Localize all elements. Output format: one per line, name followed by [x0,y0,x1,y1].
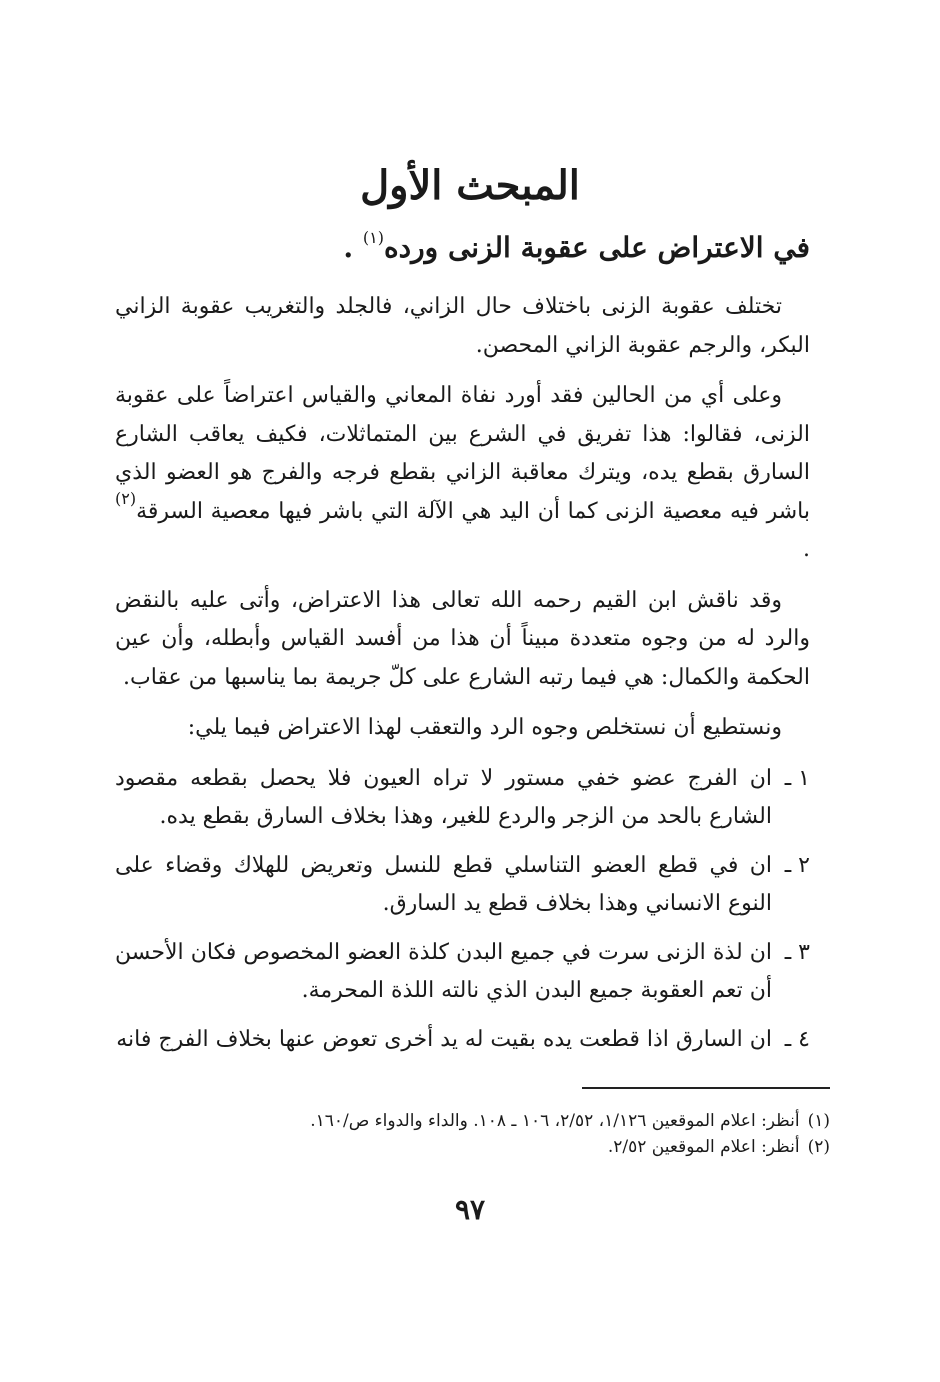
page-number: ٩٧ [454,1193,486,1226]
footnote-ref-2[interactable]: (٢) [115,488,137,508]
footnote-mark: (٢) [807,1137,830,1157]
footnote-2 [110,1134,830,1160]
footnote-1 [110,1108,830,1134]
body-text [115,288,810,1069]
footnote-text: أنظر: اعلام الموقعين ١/١٢٦، ٢/٥٢، ١٠٦ ـ ١٠٨. والداء والدواء ص/١٦٠. [310,1111,800,1131]
list-item [115,1021,810,1060]
paragraph-2-text: وعلى أي من الحالين فقد أورد نفاة المعاني والقياس اعتراضاً على عقوبة الزنى، فقالوا: هذا تفريق في الشرع بين المتماثلات، فكيف يعاقب الشارع السارق بقطع يده، ويترك معاقبة الزاني بقطع فرجه والفرج هو العضو الذي باشر فيه معصية الزنى كما أن اليد هي الآلة التي باشر فيها معصية السرقة [115,383,810,524]
list-item-number: ١ ـ [784,765,810,791]
paragraph-3: وقد ناقش ابن القيم رحمه الله تعالى هذا الاعتراض، وأتى عليه بالنقض والرد له من وجوه متعددة مبيناً أن هذا من أفسد القياس وأبطله، وأن عين الحكمة والكمال: هي فيما رتبه الشارع على كلّ جريمة بما يناسبها من عقاب. [115,587,810,690]
paragraph-4: ونستطيع أن نستخلص وجوه الرد والتعقب لهذا الاعتراض فيما يلي: [187,715,782,740]
paragraph-2-end: . [803,537,810,562]
list-item [115,760,810,837]
list-item-text: ان في قطع العضو التناسلي قطع للنسل وتعريض للهلاك وقضاء على النوع الانساني وهذا بخلاف قطع يد السارق. [115,852,772,916]
footnote-ref-1[interactable]: (١) [362,228,385,247]
chapter-title: المبحث الأول [360,162,580,209]
footnotes [110,1108,830,1160]
footnote-mark: (١) [807,1111,830,1131]
section-title-end: . [343,231,363,264]
section-title [120,228,810,268]
list-item-number: ٤ ـ [784,1026,810,1052]
list-item-text: ان السارق اذا قطعت يده بقيت له يد أخرى تعوض عنها بخلاف الفرج فانه [116,1026,772,1052]
paragraph-2 [115,377,810,570]
paragraph-1: تختلف عقوبة الزنى باختلاف حال الزاني، فالجلد والتغريب عقوبة الزاني البكر، والرجم عقوبة الزاني المحصن. [115,294,810,358]
list-item [115,934,810,1011]
list-item-text: ان الفرج عضو خفي مستور لا تراه العيون فلا يحصل بقطعه مقصود الشارع بالحد من الزجر والردع للغير، وهذا بخلاف السارق بقطع يده. [115,765,772,829]
footnote-text: أنظر: اعلام الموقعين ٢/٥٢. [607,1137,800,1157]
list-item-number: ٣ ـ [784,939,810,965]
rebuttal-list [115,760,810,1060]
list-item-number: ٢ ـ [784,852,810,878]
footnote-divider [582,1087,830,1089]
list-item-text: ان لذة الزنى سرت في جميع البدن كلذة العضو المخصوص فكان الأحسن أن تعم العقوبة جميع البدن الذي نالته اللذة المحرمة. [115,939,772,1003]
list-item [115,847,810,924]
section-title-text: في الاعتراض على عقوبة الزنى ورده [384,231,810,264]
